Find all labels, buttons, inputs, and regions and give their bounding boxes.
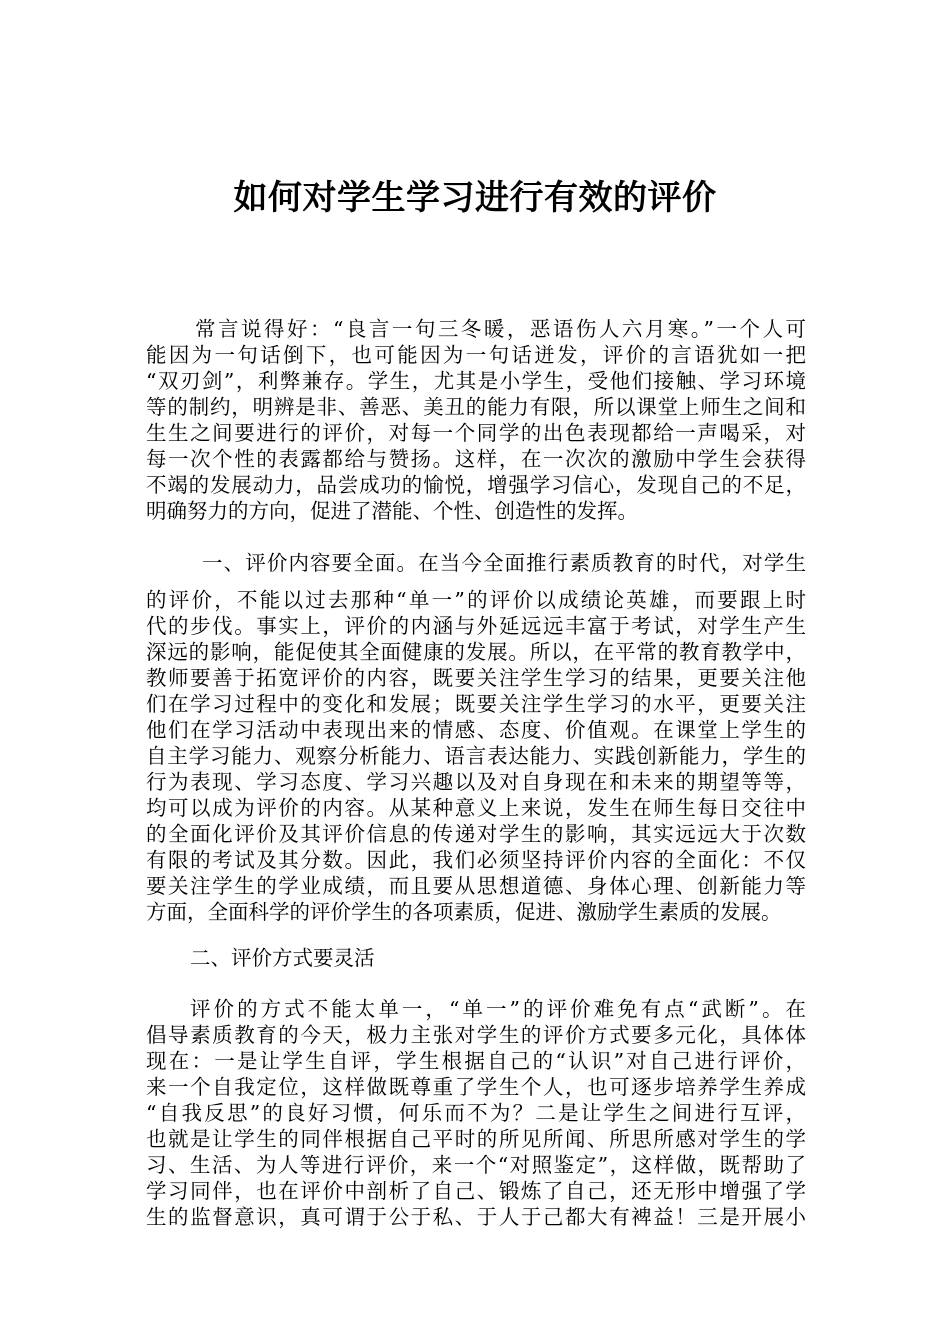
text-line: 自主学习能力、观察分析能力、语言表达能力、实践创新能力，学生的 [146, 744, 806, 768]
section-heading-line: 一、评价内容要全面。在当今全面推行素质教育的时代，对学生 [202, 551, 806, 575]
text-line: 他们在学习活动中表现出来的情感、态度、价值观。在课堂上学生的 [146, 718, 806, 742]
text-line: 生生之间要进行的评价，对每一个同学的出色表现都给一声喝采，对 [146, 421, 806, 445]
text-line: 等的制约，明辨是非、善恶、美丑的能力有限，所以课堂上师生之间和 [146, 395, 806, 419]
text-line: 现在：一是让学生自评，学生根据自己的“认识”对自己进行评价， [146, 1049, 806, 1073]
document-title: 如何对学生学习进行有效的评价 [233, 178, 717, 218]
text-line: 明确努力的方向，促进了潜能、个性、创造性的发挥。 [146, 499, 638, 523]
text-line: 生的监督意识，真可谓于公于私、于人于己都大有裨益！三是开展小 [146, 1205, 806, 1229]
text-line: 行为表现、学习态度、学习兴趣以及对自身现在和未来的期望等等， [146, 770, 806, 794]
text-line: 深远的影响，能促使其全面健康的发展。所以，在平常的教育教学中， [146, 640, 806, 664]
text-line: 要关注学生的学业成绩，而且要从思想道德、身体心理、创新能力等 [146, 874, 806, 898]
text-line: 来一个自我定位，这样做既尊重了学生个人，也可逐步培养学生养成 [146, 1075, 806, 1099]
text-line: 方面，全面科学的评价学生的各项素质，促进、激励学生素质的发展。 [146, 900, 782, 924]
text-line: 也就是让学生的同伴根据自己平时的所见所闻、所思所感对学生的学 [146, 1127, 806, 1151]
text-line: 代的步伐。事实上，评价的内涵与外延远远丰富于考试，对学生产生 [146, 614, 806, 638]
text-line: 每一次个性的表露都给与赞扬。这样，在一次次的激励中学生会获得 [146, 447, 806, 471]
text-line: 教师要善于拓宽评价的内容，既要关注学生学习的结果，更要关注他 [146, 666, 806, 690]
text-line: 习、生活、为人等进行评价，来一个“对照鉴定”，这样做，既帮助了 [146, 1153, 806, 1177]
text-line: 不竭的发展动力，品尝成功的愉悦，增强学习信心，发现自己的不足， [146, 473, 806, 497]
text-line: “自我反思”的良好习惯，何乐而不为？二是让学生之间进行互评， [146, 1101, 806, 1125]
text-line: 学习同伴，也在评价中剖析了自己、锻炼了自己，还无形中增强了学 [146, 1179, 806, 1203]
text-line: 均可以成为评价的内容。从某种意义上来说，发生在师生每日交往中 [146, 796, 806, 820]
text-line: 有限的考试及其分数。因此，我们必须坚持评价内容的全面化：不仅 [146, 848, 806, 872]
text-line: “双刃剑”，利弊兼存。学生，尤其是小学生，受他们接触、学习环境 [146, 369, 806, 393]
text-line: 的评价，不能以过去那种“单一”的评价以成绩论英雄，而要跟上时 [146, 588, 806, 612]
text-line: 倡导素质教育的今天，极力主张对学生的评价方式要多元化，具体体 [146, 1023, 806, 1047]
section-heading: 二、评价方式要灵活 [190, 946, 375, 970]
text-line: 常言说得好：“良言一句三冬暖，恶语伤人六月寒。”一个人可 [195, 317, 806, 341]
text-line: 的全面化评价及其评价信息的传递对学生的影响，其实远远大于次数 [146, 822, 806, 846]
text-line: 评价的方式不能太单一，“单一”的评价难免有点“武断”。在 [190, 997, 806, 1021]
text-line: 们在学习过程中的变化和发展；既要关注学生学习的水平，更要关注 [146, 692, 806, 716]
text-line: 能因为一句话倒下，也可能因为一句话迸发，评价的言语犹如一把 [146, 343, 806, 367]
